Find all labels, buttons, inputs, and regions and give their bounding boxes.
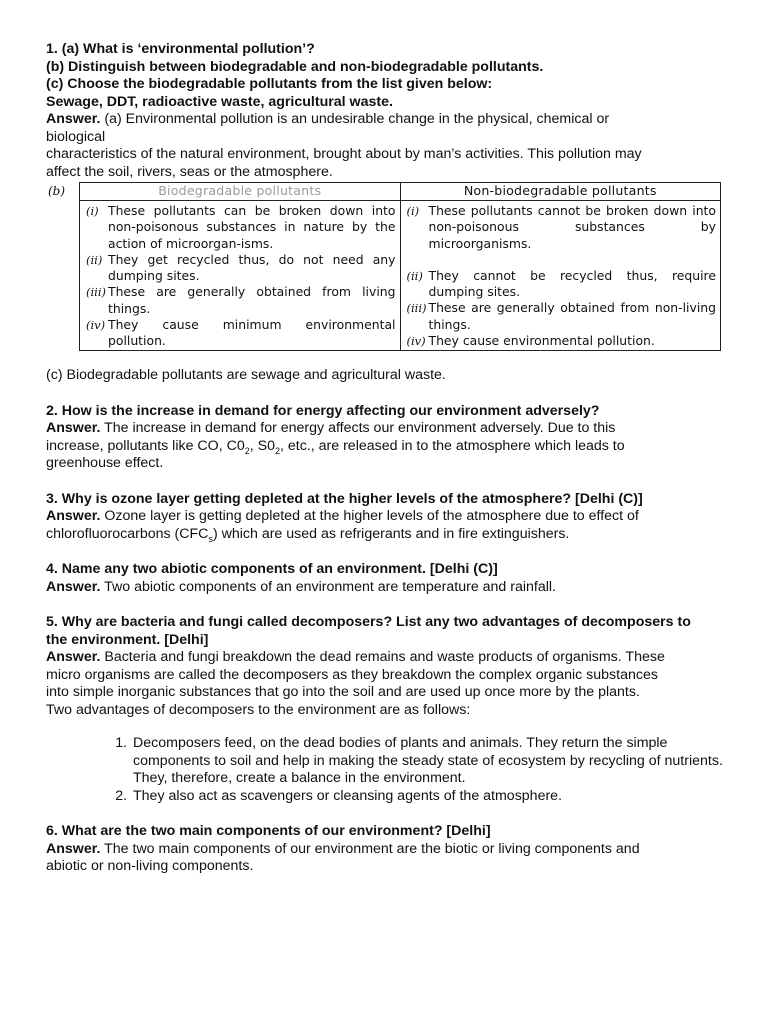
table-item: (i) These pollutants cannot be broken down into non-poisonous substances by microorganisms. [406, 203, 716, 251]
biodegradable-column [80, 201, 401, 351]
answer-label: Answer. [46, 111, 101, 127]
q4-question: 4. Name any two abiotic components of an environment. [Delhi (C)] [46, 561, 498, 577]
q2-answer-line2: increase, pollutants like CO, $C0_2$, $S0_2$, etc., are released in to the atmosphere which leads to [46, 437, 625, 456]
q5-question-line2: the environment. [Delhi] [46, 631, 209, 648]
q6-answer-line2: abiotic or non-living components. [46, 858, 254, 874]
answer-label: Answer. [46, 508, 101, 524]
q1-answer-c: (c) Biodegradable pollutants are sewage and agricultural waste. [46, 367, 446, 383]
part-b-label: (b) [48, 184, 66, 198]
table-item: (iv) They cause environmental pollution. [406, 333, 655, 349]
q2-answer: Answer. The increase in demand for energy affects our environment adversely. Due to this [46, 420, 616, 436]
q3-answer-line2: chlorofluorocarbons $(CFC_s)$ which are used as refrigerants and in fire extinguishers. [46, 525, 570, 544]
q2-answer-line3: greenhouse effect. [46, 455, 164, 471]
answer-label: Answer. [46, 578, 101, 595]
q1-line-a: 1. (a) What is ‘environmental pollution’? [46, 41, 315, 57]
table-item: (iv) They cause minimum environmental pollution. [86, 317, 396, 349]
table-header-non-biodegradable: Non-biodegradable pollutants [400, 183, 721, 201]
q1-answer-a-text: (a) Environmental pollution is an undesirable change in the physical, chemical or [100, 111, 610, 127]
table-item: (ii) They cannot be recycled thus, require dumping sites. [406, 267, 716, 300]
table-header-biodegradable: Biodegradable pollutants [80, 183, 401, 201]
answer-label: Answer. [46, 649, 101, 665]
table-item: (ii) They get recycled thus, do not need any dumping sites. [86, 251, 396, 284]
q1-answer-a-line3: characteristics of the natural environment, brought about by man’s activities. This pollution may [46, 146, 642, 162]
table-item: (iii) These are generally obtained from living things. [86, 284, 396, 316]
q5-answer-line3: into simple inorganic substances that go into the soil and are used up once more by the plants. [46, 684, 640, 700]
q6-question: 6. What are the two main components of our environment? [Delhi] [46, 823, 491, 839]
q5-question: 5. Why are bacteria and fungi called decomposers? List any two advantages of decomposers to [46, 614, 691, 630]
answer-label: Answer. [46, 840, 101, 857]
non-biodegradable-column [400, 201, 721, 351]
q3-answer: Answer. Ozone layer is getting depleted at the higher levels of the atmosphere due to effect of [46, 508, 639, 524]
q4-answer: Answer. Two abiotic components of an environment are temperature and rainfall. [46, 578, 556, 595]
q1-answer-a-line2: biological [46, 128, 106, 145]
q5-answer: Answer. Bacteria and fungi breakdown the dead remains and waste products of organisms. These [46, 649, 665, 665]
comparison-table-figure [46, 182, 748, 367]
q1-line-b: (b) Distinguish between biodegradable and non-biodegradable pollutants. [46, 58, 544, 75]
q3-question: 3. Why is ozone layer getting depleted at the higher levels of the atmosphere? [Delhi (C)] [46, 490, 643, 507]
q6-answer: Answer. The two main components of our environment are the biotic or living components and [46, 840, 640, 857]
q5-answer-line2: micro organisms are called the decomposers as they breakdown the complex organic substances [46, 666, 658, 683]
table-item: (i) These pollutants can be broken down into non-poisonous substances in nature by the action of microorgan-isms. [86, 203, 396, 251]
list-item: 1. Decomposers feed, on the dead bodies of plants and animals. They return the simple components to soil and help in making the steady state of ecosystem by recycling of nutrients. They, therefore, create a balance in the environment. [131, 735, 748, 788]
q2-question: 2. How is the increase in demand for energy affecting our environment adversely? [46, 402, 600, 419]
q5-answer-line4: Two advantages of decomposers to the environment are as follows: [46, 701, 471, 718]
advantages-list [46, 735, 748, 805]
q1-line-c: (c) Choose the biodegradable pollutants from the list given below: [46, 76, 493, 92]
q1-answer-a-line4: affect the soil, rivers, seas or the atmosphere. [46, 163, 333, 180]
answer-label: Answer. [46, 420, 101, 436]
comparison-table [79, 182, 721, 351]
table-item: (iii) These are generally obtained from non-living things. [406, 300, 716, 332]
q1-answer-a [46, 111, 748, 129]
q1-line-d: Sewage, DDT, radioactive waste, agricultural waste. [46, 93, 393, 110]
list-item: 2. They also act as scavengers or cleansing agents of the atmosphere. [131, 788, 748, 806]
